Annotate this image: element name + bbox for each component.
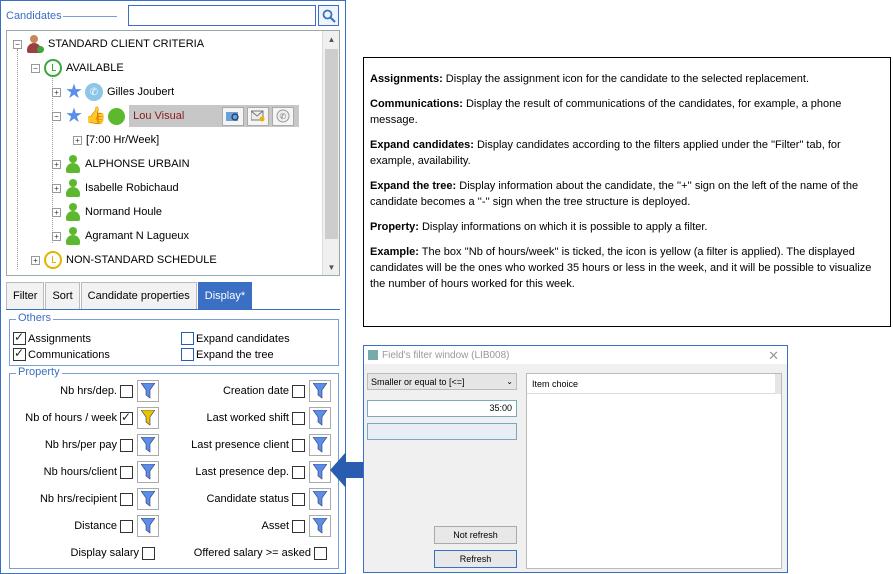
tab-bar [6,282,253,309]
property-checkbox[interactable] [142,547,155,560]
filter-icon [313,518,327,534]
folder-search-button[interactable] [222,107,244,126]
expand-tree-checkbox[interactable] [181,348,194,361]
property-checkbox[interactable] [120,520,133,533]
filter-icon [141,518,155,534]
collapse-icon[interactable]: − [13,40,22,49]
filter-value-input[interactable]: 35:00 [367,400,517,417]
filter-icon [313,464,327,480]
communications-option[interactable] [13,348,110,361]
property-row [9,379,159,403]
info-expand-candidates: Expand candidates: Display candidates according to the filters applied under the "Filter" tab, for example, availability. [370,139,841,167]
scroll-up-icon[interactable]: ▲ [327,34,336,44]
property-label: Last presence dep. [195,466,289,478]
property-row [9,514,159,538]
filter-button[interactable] [137,515,159,537]
collapse-icon[interactable]: − [31,64,40,73]
assignments-label: Assignments [28,332,91,345]
search-icon [322,9,336,23]
filter-button[interactable] [309,407,331,429]
info-example: Example: The box ''Nb of hours/week'' is ticked, the icon is yellow (a filter is applied). The displayed candidates will be the ones who worked 35 hours or less in the week, and it will be possible to visualize the number of hours worked for this week. [370,246,872,290]
search-input[interactable] [128,5,316,26]
property-row [9,406,159,430]
tree-candidate-row[interactable] [52,225,189,247]
operator-value: Smaller or equal to [<=] [371,376,465,387]
person-icon [65,179,81,197]
others-title: Others [18,312,52,324]
assignments-checkbox[interactable] [13,332,26,345]
tree-candidate-row[interactable] [52,153,190,175]
expand-candidates-checkbox[interactable] [181,332,194,345]
scroll-thumb[interactable] [325,49,338,239]
person-icon [65,155,81,173]
phone-button[interactable] [272,107,294,126]
item-choice-list[interactable] [526,373,782,569]
filter-icon [313,437,327,453]
clock-yellow-icon [44,251,62,269]
property-checkbox[interactable] [314,547,327,560]
filter-button[interactable] [137,461,159,483]
filter-button[interactable] [137,434,159,456]
communications-checkbox[interactable] [13,348,26,361]
expand-icon[interactable]: + [52,184,61,193]
available-label: AVAILABLE [66,62,124,74]
tree-candidate-row[interactable] [52,201,162,223]
tab-filter[interactable]: Filter [6,282,44,309]
property-checkbox[interactable] [292,520,305,533]
title-divider [63,16,117,17]
property-checkbox[interactable] [120,412,133,425]
filter-button[interactable] [137,380,159,402]
field-filter-window [363,345,788,573]
search-button[interactable] [318,5,339,26]
property-label: Creation date [222,385,289,397]
expand-icon[interactable]: + [31,256,40,265]
property-row [173,406,331,430]
message-button[interactable] [247,107,269,126]
candidate-name: Gilles Joubert [106,86,175,98]
person-icon [65,203,81,221]
filter-icon [141,464,155,480]
star-icon: ★ [65,81,83,103]
candidate-name: Lou Visual [133,110,185,122]
envelope-icon [251,110,265,122]
chevron-down-icon: ⌄ [506,377,513,386]
property-row [9,487,159,511]
tree-hours-node[interactable] [73,129,159,151]
operator-select[interactable] [367,373,517,390]
filter-secondary-input[interactable] [367,423,517,440]
property-checkbox[interactable] [292,412,305,425]
expand-icon[interactable]: + [73,136,82,145]
property-checkbox[interactable] [120,466,133,479]
tab-divider [6,309,340,310]
filter-button[interactable] [309,515,331,537]
filter-icon [141,383,155,399]
info-property: Property: Display informations on which it is possible to apply a filter. [370,221,708,233]
candidate-name: Isabelle Robichaud [85,182,179,194]
filter-button[interactable] [309,488,331,510]
close-icon[interactable]: ✕ [768,348,779,363]
client-person-icon [26,35,44,53]
star-icon: ★ [65,105,83,127]
tab-candidate-properties[interactable]: Candidate properties [81,282,197,309]
phone-icon: ✆ [85,83,103,101]
thumbs-up-icon: 👍 [84,106,107,125]
filter-window-titlebar [364,346,787,364]
tree-scrollbar[interactable] [322,31,339,275]
property-checkbox[interactable] [120,493,133,506]
candidate-name: ALPHONSE URBAIN [85,158,190,170]
others-group [9,312,339,366]
svg-text:✆: ✆ [279,112,287,121]
scroll-down-icon[interactable]: ▼ [327,262,336,272]
candidate-name: Normand Houle [85,206,163,218]
filter-button[interactable] [309,434,331,456]
property-label: Last presence client [191,439,289,451]
filter-icon [313,383,327,399]
communications-label: Communications [28,348,110,361]
expand-candidates-label: Expand candidates [196,332,290,345]
property-label: Offered salary >= asked [193,547,311,559]
property-row [173,487,331,511]
filter-icon [141,491,155,507]
property-row [173,433,331,457]
explanation-box [363,57,891,327]
expand-icon[interactable]: + [52,208,61,217]
property-checkbox[interactable] [292,493,305,506]
tree-node-non-standard[interactable] [31,249,217,271]
clock-green-icon [44,59,62,77]
property-checkbox[interactable] [120,439,133,452]
property-row [9,460,159,484]
app-logo-icon [368,350,378,360]
property-checkbox[interactable] [120,385,133,398]
property-row [173,460,331,484]
candidates-title: Candidates [6,10,62,22]
collapse-icon[interactable]: − [52,112,61,121]
refresh-button[interactable]: Refresh [434,550,517,568]
phone-icon [276,109,290,123]
filter-button[interactable] [309,461,331,483]
property-checkbox[interactable] [292,385,305,398]
property-row [9,541,159,565]
tree-candidate-row[interactable] [52,177,179,199]
tree-node-root[interactable] [13,33,204,55]
property-label: Candidate status [206,493,289,505]
filter-button[interactable] [137,488,159,510]
property-row [173,379,331,403]
item-choice-header: Item choice [527,374,781,394]
property-label: Last worked shift [206,412,289,424]
tab-display[interactable]: Display* [198,282,252,309]
expand-candidates-option[interactable] [181,332,290,345]
filter-icon [313,491,327,507]
expand-icon[interactable]: + [52,160,61,169]
property-title: Property [18,366,60,378]
candidate-tree[interactable] [6,30,340,276]
assignments-option[interactable] [13,332,91,345]
candidates-panel [0,0,346,574]
expand-icon[interactable]: + [52,88,61,97]
filter-icon [313,410,327,426]
folder-search-icon [226,110,240,122]
expand-tree-label: Expand the tree [196,348,274,361]
hours-label: [7:00 Hr/Week] [86,134,160,146]
info-expand-tree: Expand the tree: Display information about the candidate, the ''+'' sign on the left of the name of the candidate becomes a ''-'' sign when the tree structure is deployed. [370,180,859,208]
property-label: Nb hrs/dep. [60,385,117,397]
property-label: Nb hours/client [43,466,117,478]
filter-button[interactable] [137,407,159,429]
tree-candidate-row[interactable] [52,81,174,103]
expand-icon[interactable]: + [52,232,61,241]
tree-candidate-row-selected[interactable] [52,105,299,127]
candidate-name: Agramant N Lagueux [85,230,189,242]
property-label: Nb hrs/per pay [44,439,117,451]
info-communications: Communications: Display the result of communications of the candidates, for example, a phone message. [370,98,842,126]
property-checkbox[interactable] [292,439,305,452]
property-row [173,514,331,538]
list-scrollbar[interactable] [775,374,781,394]
property-label: Nb of hours / week [25,412,117,424]
status-dot-icon [108,108,125,125]
property-checkbox[interactable] [292,466,305,479]
tree-node-available[interactable] [31,57,124,79]
person-icon [65,227,81,245]
property-row [173,541,331,565]
filter-window-title: Field's filter window (LIB008) [382,349,510,361]
filter-active-icon [141,410,155,426]
tree-root-label: STANDARD CLIENT CRITERIA [48,38,205,50]
property-row [9,433,159,457]
expand-tree-option[interactable] [181,348,274,361]
property-label: Nb hrs/recipient [39,493,117,505]
tab-sort[interactable]: Sort [45,282,79,309]
property-label: Asset [261,520,289,532]
non-standard-label: NON-STANDARD SCHEDULE [66,254,217,266]
filter-button[interactable] [309,380,331,402]
filter-icon [141,437,155,453]
not-refresh-button[interactable]: Not refresh [434,526,517,544]
property-label: Display salary [70,547,139,559]
property-label: Distance [74,520,117,532]
info-assignments: Assignments: Display the assignment icon for the candidate to the selected replacement. [370,73,810,85]
